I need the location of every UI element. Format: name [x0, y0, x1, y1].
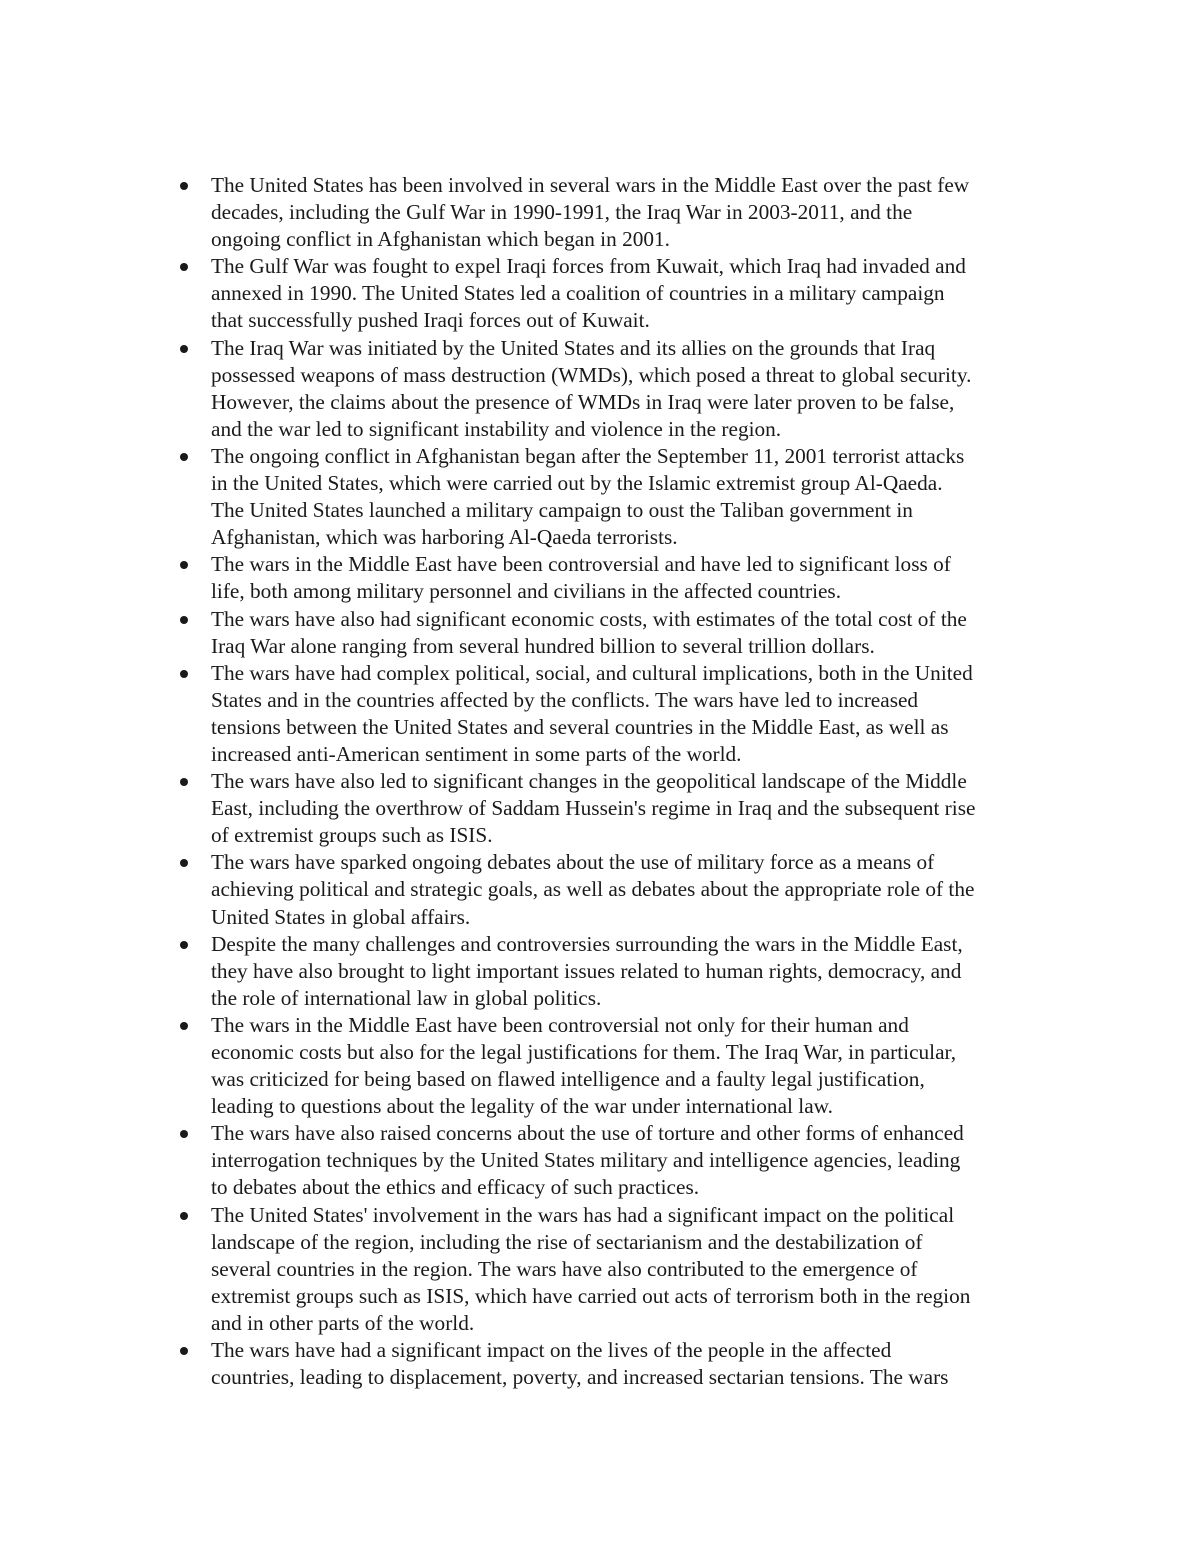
bullet-dot-icon — [180, 670, 188, 678]
bullet-item — [172, 1012, 1072, 1120]
bullet-item — [172, 551, 1072, 605]
bullet-dot-icon — [180, 859, 188, 867]
bullet-dot-icon — [180, 1212, 188, 1220]
bullet-text: The Gulf War was fought to expel Iraqi forces from Kuwait, which Iraq had invaded and annexed in 1990. The United States led a coalition of countries in a military campaign that successfully pushed Iraqi forces out of Kuwait. — [211, 254, 966, 333]
bullet-dot-icon — [180, 1130, 188, 1138]
bullet-item — [172, 1202, 1072, 1337]
bullet-text: The wars have had a significant impact on the lives of the people in the affected countries, leading to displacement, poverty, and increased sectarian tensions. The wars — [211, 1338, 949, 1390]
bullet-text: The wars have also raised concerns about the use of torture and other forms of enhanced interrogation techniques by the United States military and intelligence agencies, leading to debates about the ethics and efficacy of such practices. — [211, 1121, 964, 1200]
bullet-dot-icon — [180, 263, 188, 271]
bullet-text: Despite the many challenges and controversies surrounding the wars in the Middle East, they have also brought to light important issues related to human rights, democracy, and the role of international law in global politics. — [211, 931, 963, 1010]
bullet-item — [172, 443, 1072, 551]
bullet-dot-icon — [180, 561, 188, 569]
bullet-item — [172, 606, 1072, 660]
bullet-item — [172, 1120, 1072, 1201]
bullet-text: The Iraq War was initiated by the United States and its allies on the grounds that Iraq possessed weapons of mass destruction (WMDs), which posed a threat to global security. However, the claims about the presence of WMDs in Iraq were later proven to be false, and the war led to significant instability and violence in the region. — [211, 335, 972, 441]
bullet-text: The wars have sparked ongoing debates about the use of military force as a means of achieving political and strategic goals, as well as debates about the appropriate role of the United States in global affairs. — [211, 850, 975, 929]
bullet-dot-icon — [180, 941, 188, 949]
bullet-dot-icon — [180, 1022, 188, 1030]
bullet-item — [172, 849, 1072, 930]
bullet-text: The wars have also led to significant changes in the geopolitical landscape of the Middle East, including the overthrow of Saddam Hussein's regime in Iraq and the subsequent rise of extremist groups such as ISIS. — [211, 769, 976, 848]
bullet-text: The wars in the Middle East have been controversial and have led to significant loss of life, both among military personnel and civilians in the affected countries. — [211, 552, 951, 604]
bullet-item — [172, 931, 1072, 1012]
bullet-text: The wars in the Middle East have been controversial not only for their human and economic costs but also for the legal justifications for them. The Iraq War, in particular, was criticized for being based on flawed intelligence and a faulty legal justification, leading to questions about the legality of the war under international law. — [211, 1012, 957, 1119]
bullet-text: The United States' involvement in the wars has had a significant impact on the political landscape of the region, including the rise of sectarianism and the destabilization of several countries in the region. The wars have also contributed to the emergence of extremist groups such as ISIS, which have carried out acts of terrorism both in the region and in other parts of the world. — [211, 1202, 971, 1335]
bullet-dot-icon — [180, 778, 188, 786]
bullet-item — [172, 1337, 1072, 1391]
bullet-dot-icon — [180, 1347, 188, 1355]
bullet-text: The ongoing conflict in Afghanistan began after the September 11, 2001 terrorist attacks in the United States, which were carried out by the Islamic extremist group Al-Qaeda. The United States launched a military campaign to oust the Taliban government in Afghanistan, which was harboring Al-Qaeda terrorists. — [211, 443, 965, 550]
bullet-item — [172, 335, 1072, 443]
bullet-dot-icon — [180, 345, 188, 353]
bullet-item — [172, 768, 1072, 849]
bullet-item — [172, 172, 1072, 253]
bullet-list — [172, 172, 1072, 1391]
bullet-dot-icon — [180, 182, 188, 190]
bullet-text: The United States has been involved in several wars in the Middle East over the past few decades, including the Gulf War in 1990-1991, the Iraq War in 2003-2011, and the ongoing conflict in Afghanistan which began in 2001. — [211, 173, 970, 252]
bullet-text: The wars have also had significant economic costs, with estimates of the total cost of the Iraq War alone ranging from several hundred billion to several trillion dollars. — [211, 606, 967, 658]
bullet-item — [172, 660, 1072, 768]
bullet-dot-icon — [180, 453, 188, 461]
bullet-dot-icon — [180, 616, 188, 624]
bullet-item — [172, 253, 1072, 334]
bullet-text: The wars have had complex political, social, and cultural implications, both in the United States and in the countries affected by the conflicts. The wars have led to increased tensions between the United States and several countries in the Middle East, as well as increased anti-American sentiment in some parts of the world. — [211, 660, 973, 766]
